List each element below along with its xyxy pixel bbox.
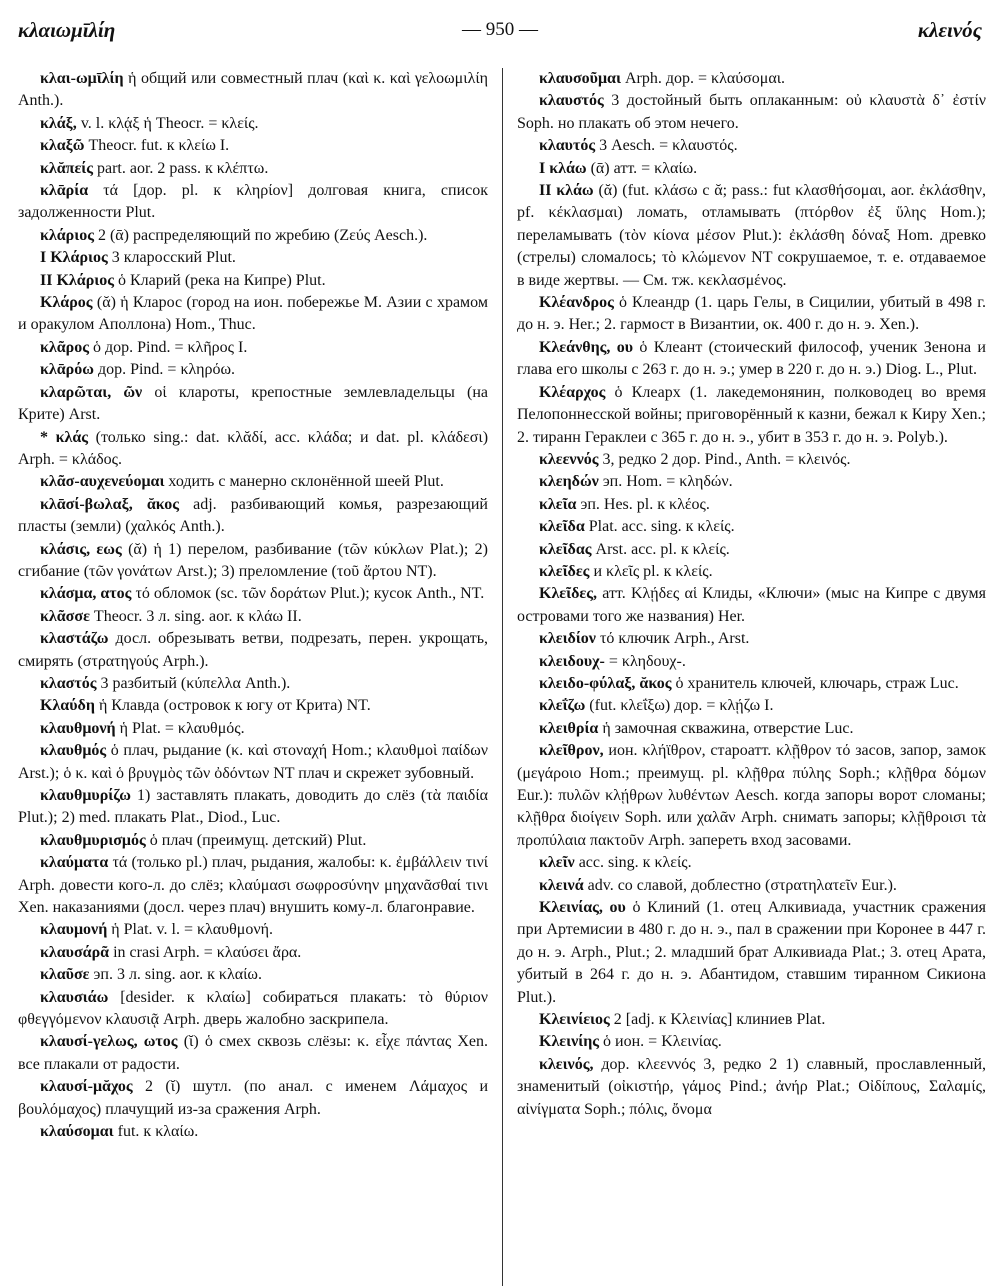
entry-definition: ὁ ион. = Κλεινίας.: [603, 1033, 722, 1051]
entry-definition: v. l. κλᾴξ ἡ Theocr. = κλείς.: [80, 114, 259, 132]
dictionary-entry: [517, 471, 986, 493]
entry-headword: Κλεινίας, ου: [539, 899, 626, 917]
entry-headword: κλαυσιάω: [40, 988, 109, 1006]
dictionary-entry: [18, 583, 488, 605]
dictionary-entry: [517, 628, 986, 650]
entry-headword: κλᾱρόω: [40, 361, 94, 379]
dictionary-entry: [18, 292, 488, 337]
entry-definition: (fut. κλεΐξω) дор. = κλῄζω I.: [589, 697, 774, 715]
entry-headword: κλεινά: [539, 876, 584, 894]
dictionary-entry: [18, 158, 488, 180]
header-left-word: κλαιωμῑλίη: [18, 17, 116, 42]
entry-definition: ὁ хранитель ключей, ключарь, страж Luc.: [675, 674, 959, 692]
entry-definition: 2 (ῐ) шутл. (по анал. с именем Λάμαχος и βουλόμαχος) плачущий из-за сражения Arph.: [18, 1078, 489, 1118]
dictionary-entry: [18, 919, 488, 941]
entry-headword: κλαυθμονή: [40, 719, 116, 737]
entry-definition: ὁ Клеарх (1. лакедемонянин, полководец во время Пелопоннесской войны; приговорённый к казни, бежал к Киру Xen.; 2. тиранн Гераклеи с 365 г. до н. э., убит в 353 г. до н. э. Polyb.).: [517, 383, 986, 446]
entry-definition: τά [дор. pl. к κληρίον] долговая книга, список задолженности Plut.: [18, 182, 489, 222]
entry-definition: οἱ клароты, крепостные землевладельцы (на Крите) Arst.: [18, 383, 488, 424]
entry-definition: 3 Aesch. = κλαυστός.: [599, 137, 738, 155]
entry-definition: adv. со славой, доблестно (στρατηλατεῖν Eur.).: [587, 876, 897, 894]
entry-definition: 3 разбитый (κύπελλα Anth.).: [100, 674, 291, 692]
entry-definition: (ᾰ) ἡ 1) перелом, разбивание (τῶν κύκλων Plat.); 2) сгибание (τῶν γονάτων Arst.); 3) преломление (τοῦ ἄρτου NT).: [18, 540, 488, 580]
entry-definition: τό обломок (sc. τῶν δοράτων Plut.); кусок Anth., NT.: [135, 585, 485, 603]
entry-definition: ὁ плач (преимущ. детский) Plut.: [149, 831, 367, 849]
dictionary-entry: [517, 740, 986, 852]
entry-definition: (только sing.: dat. κλᾰδί, acc. κλάδα; и dat. pl. κλάδεσι) Arph. = κλάδος.: [18, 428, 489, 468]
entry-headword: Κλέανδρος: [539, 294, 614, 312]
dictionary-entry: [18, 852, 488, 919]
entry-headword: κλαύσομαι: [40, 1123, 114, 1141]
dictionary-entry: [18, 987, 488, 1032]
entry-headword: κλαῦσε: [40, 966, 90, 984]
dictionary-entry: [517, 897, 986, 1009]
dictionary-entry: [517, 292, 986, 337]
dictionary-entry: [18, 785, 488, 830]
entry-headword: κλεεννός: [539, 450, 599, 468]
entry-definition: ἡ Plat. = κλαυθμός.: [119, 719, 245, 737]
entry-definition: ἡ Plat. v. l. = κλαυθμονή.: [111, 921, 273, 939]
dictionary-entry: [18, 180, 488, 225]
dictionary-entry: [517, 852, 986, 874]
dictionary-entry: [517, 516, 986, 538]
dictionary-entry: [517, 695, 986, 717]
dictionary-entry: [18, 225, 488, 247]
entry-headword: κλαυθμυρισμός: [40, 831, 146, 849]
dictionary-entry: [18, 539, 488, 584]
entry-headword: κλεηδών: [539, 473, 599, 491]
entry-headword: Κλαύδη: [40, 697, 95, 715]
dictionary-entry: [517, 1054, 986, 1121]
entry-definition: ἡ Клавда (островок к югу от Крита) NT.: [98, 697, 371, 715]
entry-definition: part. aor. 2 pass. к κλέπτω.: [96, 159, 269, 177]
entry-headword: κλεΐζω: [539, 697, 586, 715]
entry-definition: 3 кларосский Plut.: [111, 249, 236, 267]
dictionary-entry: [18, 1076, 488, 1121]
entry-definition: (ᾰ) ἡ Кларос (город на ион. побережье М. Азии с храмом и оракулом Аполлона) Hom., Thuc.: [18, 294, 489, 334]
entry-definition: τά (только pl.) плач, рыдания, жалобы: κ. ἐμβάλλειν τινί Arph. довести кого-л. до слёз; κλαύμασι σωφροσύνην μηχανᾶσθαί τινι Xen. наказаниями (досл. через плач) внушить кому-л. благонравие.: [18, 854, 488, 917]
entry-headword: I Κλάριος: [40, 249, 108, 267]
dictionary-entry: [18, 359, 488, 381]
entry-headword: Κλεάνθης, ου: [539, 338, 634, 356]
entry-definition: эп. Hes. pl. к κλέος.: [580, 495, 710, 513]
page-number: — 950 —: [462, 19, 538, 40]
dictionary-entry: [517, 875, 986, 897]
dictionary-entry: [18, 337, 488, 359]
dictionary-entry: [517, 494, 986, 516]
entry-definition: ὁ Клиний (1. отец Алкивиада, участник сражения при Артемисии в 480 г. до н. э., пал в сражении при Коронее в 447 г. до н. э. Arph., Plut.; 2. младший брат Алкивиада Plat.; 3. отец Арата, убитый в 264 г. до н. э. Абантидом, ставшим тиранном Сикиона Plut.).: [517, 899, 986, 1006]
entry-headword: κλειδουχ-: [539, 652, 605, 670]
entry-definition: ὁ Клеандр (1. царь Гелы, в Сицилии, убитый в 498 г. до н. э. Her.; 2. гармост в Византии, ок. 400 г. до н. э. Xen.).: [517, 294, 987, 334]
entry-headword: κλαξῶ: [40, 137, 85, 155]
entry-headword: κλεῖν: [539, 854, 575, 872]
entry-definition: ион. κλήϊθρον, староатт. κλῇθρον τό засов, запор, замок (μεγάροιο Hom.; преимущ. pl. κλῇθρα πύλης Soph.; κλῇθρα δόμων Eur.): πυλῶν κλῄθρων λυθέντων Aesch. когда запоры ворот сломаны; κλῇθρα διοίγειν Soph. или χαλᾶν Arph. снимать запоры; κλῇθροισι τὰ προπύλαια πακτοῦν Arph. запереть вход засовами.: [517, 742, 986, 849]
dictionary-entry: [517, 561, 986, 583]
entry-headword: κλάριος: [40, 226, 94, 244]
entry-headword: κλειδο-φύλαξ, ᾰκος: [539, 674, 672, 692]
dictionary-entry: [18, 718, 488, 740]
entry-headword: Κλέαρχος: [539, 383, 606, 401]
entry-headword: κλᾱρία: [40, 182, 89, 200]
entry-definition: (ᾰ) (fut. κλάσω с ᾰ; pass.: fut κλασθήσομαι, aor. ἐκλάσθην, pf. κέκλασμαι) ломать, отламывать (πτόρθον ἐξ ὕλης Hom.); переламывать (τὸν κίονα μέσον Plut.): ἐκλάσθη δόναξ Hom. древко (стрелы) сломалось; τὸ κλώμενον NT сокрушаемое, т. е. отдаваемое в виде жертвы. — См. тж. κεκλασμένος.: [517, 182, 987, 289]
entry-definition: = κληδουχ-.: [608, 652, 686, 670]
entry-headword: Κλεινίειος: [539, 1011, 610, 1029]
dictionary-entry: [18, 606, 488, 628]
entry-headword: κλάσμα, ατος: [40, 585, 132, 603]
entry-headword: κλᾰπείς: [40, 159, 93, 177]
entry-headword: κλαυθμυρίζω: [40, 787, 131, 804]
right-column: [502, 68, 986, 1286]
dictionary-entry: [18, 270, 488, 292]
entry-headword: κλεῖδες: [539, 562, 590, 580]
dictionary-entry: [517, 158, 986, 180]
entry-definition: дор. κλεεννός 3, редко 2 1) славный, прославленный, знаменитый (οἰκιστήρ, γάμος Pind.; ἀνήρ Plat.; Οἰδίπους, Σαλαμίς, αἰνίγματα Soph.; πόλις, ὄνομα: [517, 1055, 987, 1118]
header-right-word: κλεινός: [917, 17, 982, 42]
dictionary-entry: [18, 1031, 488, 1076]
entry-headword: κλεῖθρον,: [539, 742, 604, 760]
entry-headword: κλᾶρος: [40, 338, 89, 356]
entry-headword: Κλεῖδες,: [539, 585, 597, 603]
page-header: [18, 10, 982, 50]
entry-definition: (ᾱ) атт. = κλαίω.: [590, 159, 698, 177]
entry-definition: ходить с манерно склонённой шеей Plut.: [168, 473, 444, 491]
entry-headword: κλαρῶται, ῶν: [40, 383, 143, 401]
entry-definition: 1) заставлять плакать, доводить до слёз (τὰ παιδία Plut.); 2) med. плакать Plat., Diod., Luc.: [18, 787, 489, 827]
entry-headword: κλαυσί-μᾰχος: [40, 1078, 133, 1096]
entry-headword: κλᾱσί-βωλαξ, ᾰκος: [40, 495, 179, 513]
dictionary-entry: [18, 695, 488, 717]
dictionary-entry: [517, 651, 986, 673]
entry-definition: fut. к κλαίω.: [117, 1123, 199, 1141]
dictionary-entry: [18, 427, 488, 472]
entry-definition: атт. Κλῄδες αἱ Клиды, «Ключи» (мыс на Кипре с двумя островами того же названия) Her.: [517, 585, 986, 625]
dictionary-columns: [18, 68, 986, 1286]
entry-headword: Κλάρος: [40, 294, 93, 312]
entry-headword: κλαυμονή: [40, 921, 108, 939]
entry-definition: 2 (ᾱ) распределяющий по жребию (Ζεύς Aesch.).: [97, 226, 428, 244]
dictionary-entry: [18, 1121, 488, 1143]
dictionary-entry: [18, 942, 488, 964]
entry-headword: κλάξ,: [40, 114, 77, 132]
entry-definition: (ῐ) ὁ смех сквозь слёзы: κ. εἶχε πάντας Xen. все плакали от радости.: [18, 1033, 489, 1073]
dictionary-entry: [517, 583, 986, 628]
entry-headword: κλαστάζω: [40, 630, 109, 648]
entry-definition: эп. 3 л. sing. aor. к κλαίω.: [93, 966, 262, 984]
dictionary-entry: [18, 494, 488, 539]
entry-definition: досл. обрезывать ветви, подрезать, перен. укрощать, смирять (στρατηγούς Arph.).: [18, 630, 489, 670]
entry-definition: ἡ общий или совместный плач (καὶ κ. καὶ γελοωμιλίη Anth.).: [18, 70, 488, 110]
entry-headword: * κλάς: [40, 428, 89, 446]
entry-headword: κλαι-ωμῑλίη: [40, 70, 124, 87]
entry-definition: Arst. acc. pl. к κλείς.: [595, 540, 730, 558]
entry-definition: 2 [adj. к Κλεινίας] клиниев Plat.: [613, 1011, 826, 1029]
dictionary-entry: [517, 337, 986, 382]
entry-definition: [desider. к κλαίω] собираться плакать: τὸ θύριον φθεγγόμενον κλαυσιᾷ Arph. дверь жалобно заскрипела.: [18, 988, 488, 1029]
entry-headword: κλειθρία: [539, 719, 599, 737]
entry-definition: ὁ плач, рыдание (κ. καὶ στοναχή Hom.; κλαυθμοὶ παίδων Arst.); ὁ κ. καὶ ὁ βρυγμὸς τῶν ὀδόντων NT плач и скрежет зубовный.: [18, 742, 489, 782]
entry-definition: Theocr. 3 л. sing. aor. к κλάω II.: [93, 607, 302, 625]
entry-headword: κλαυτός: [539, 137, 596, 155]
dictionary-entry: [517, 90, 986, 135]
dictionary-entry: [517, 180, 986, 292]
dictionary-entry: [18, 68, 488, 113]
entry-definition: adj. разбивающий комья, разрезающий пласты (земли) (χαλκός Anth.).: [18, 495, 488, 536]
entry-definition: ἡ замочная скважина, отверстие Luc.: [602, 719, 854, 737]
entry-headword: κλειδίον: [539, 630, 596, 648]
dictionary-entry: [517, 1009, 986, 1031]
dictionary-entry: [18, 382, 488, 427]
entry-definition: τό ключик Arph., Arst.: [599, 630, 750, 648]
entry-headword: κλαυσοῦμαι: [539, 70, 621, 87]
entry-definition: ὁ дор. Pind. = κλῆρος I.: [92, 338, 248, 356]
dictionary-entry: [517, 1031, 986, 1053]
dictionary-entry: [517, 382, 986, 449]
entry-headword: κλεινός,: [539, 1055, 594, 1073]
entry-definition: Plat. acc. sing. к κλείς.: [588, 518, 735, 536]
entry-headword: κλαυθμός: [40, 742, 107, 760]
entry-definition: ὁ Кларий (река на Кипре) Plut.: [117, 271, 326, 289]
dictionary-entry: [517, 673, 986, 695]
dictionary-entry: [18, 471, 488, 493]
entry-headword: I κλάω: [539, 159, 587, 177]
entry-headword: κλαύματα: [40, 854, 109, 872]
entry-headword: Κλεινίης: [539, 1033, 600, 1051]
entry-headword: κλεῖδας: [539, 540, 592, 558]
dictionary-entry: [517, 449, 986, 471]
left-column: [18, 68, 502, 1286]
entry-headword: κλαυσάρᾶ: [40, 943, 110, 961]
entry-headword: κλᾶσ-αυχενεύομαι: [40, 473, 165, 491]
entry-headword: κλαυστός: [539, 92, 604, 110]
entry-definition: ὁ Клеант (стоический философ, ученик Зенона и глава его школы с 263 г. до н. э.; умер в 220 г. до н. э.) Diog. L., Plut.: [517, 338, 986, 379]
entry-headword: κλαυσί-γελως, ωτος: [40, 1033, 178, 1051]
dictionary-entry: [18, 628, 488, 673]
dictionary-entry: [18, 830, 488, 852]
entry-definition: 3, редко 2 дор. Pind., Anth. = κλεινός.: [602, 450, 851, 468]
entry-headword: II Κλάριος: [40, 271, 114, 289]
entry-definition: эп. Hom. = κληδών.: [602, 473, 733, 491]
entry-headword: κλάσις, εως: [40, 540, 122, 558]
entry-headword: κλαστός: [40, 674, 97, 692]
entry-definition: Arph. дор. = κλαύσομαι.: [624, 70, 786, 87]
entry-headword: II κλάω: [539, 182, 594, 200]
entry-headword: κλᾶσσε: [40, 607, 90, 625]
entry-definition: acc. sing. к κλείς.: [578, 854, 692, 872]
dictionary-entry: [18, 740, 488, 785]
entry-definition: in crasi Arph. = κλαύσει ἄρα.: [113, 943, 302, 961]
entry-headword: κλεῖα: [539, 495, 577, 513]
entry-definition: дор. Pind. = κληρόω.: [97, 361, 236, 379]
dictionary-entry: [517, 68, 986, 90]
dictionary-entry: [18, 113, 488, 135]
entry-definition: и κλεῖς pl. к κλείς.: [593, 562, 713, 580]
entry-definition: Theocr. fut. к κλείω I.: [88, 137, 230, 155]
dictionary-entry: [18, 135, 488, 157]
entry-definition: 3 достойный быть оплаканным: οὐ κλαυστὰ δ᾽ ἐστίν Soph. но плакать об этом нечего.: [517, 92, 986, 132]
dictionary-entry: [517, 718, 986, 740]
dictionary-entry: [18, 673, 488, 695]
dictionary-entry: [517, 539, 986, 561]
dictionary-entry: [18, 247, 488, 269]
entry-headword: κλεῖδα: [539, 518, 585, 536]
dictionary-entry: [18, 964, 488, 986]
dictionary-entry: [517, 135, 986, 157]
